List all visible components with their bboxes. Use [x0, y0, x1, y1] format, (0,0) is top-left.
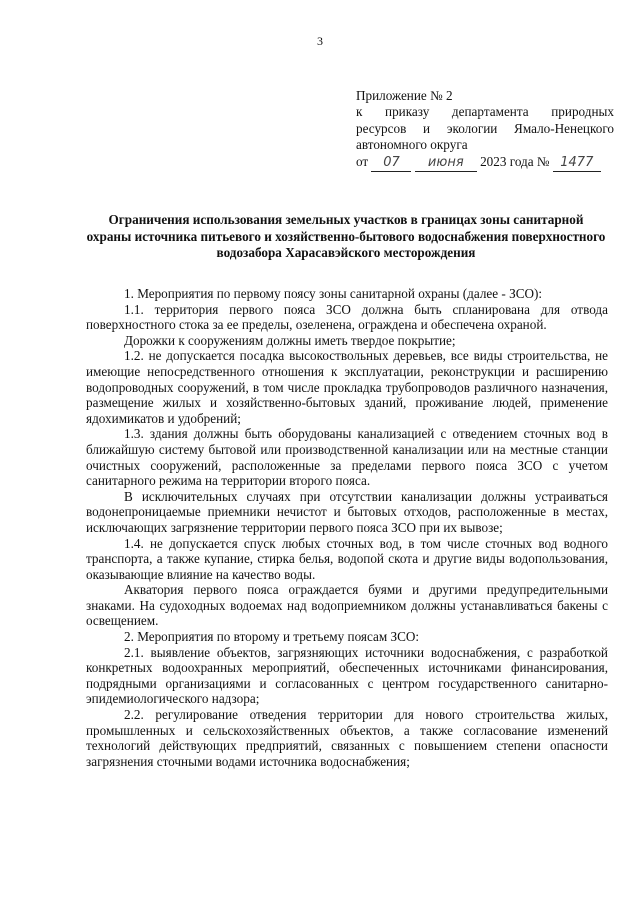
date-prefix: от	[356, 153, 369, 169]
date-day-handwritten: 07	[371, 155, 411, 172]
appendix-line-2: ресурсов и экологии Ямало-Ненецкого	[356, 120, 614, 136]
paragraph: 1.3. здания должны быть оборудованы канализацией с отведением сточных вод в ближайшую систему бытовой или производственной канализации или на местные станции очистных сооружений, расположенные за пределами первого пояса ЗСО с учетом санитарного режима на территории второго пояса.	[86, 426, 608, 489]
paragraph: 1.4. не допускается спуск любых сточных вод, в том числе сточных вод водного транспорта, а также купание, стирка белья, водопой скота и другие виды водопользования, оказывающие влияние на качество воды.	[86, 535, 608, 582]
paragraph: 1.2. не допускается посадка высокоствольных деревьев, все виды строительства, не имеющие непосредственного отношения к эксплуатации, реконструкции и расширению водопроводных сооружений, в том числе прокладка трубопроводов различного назначения, размещение жилых и хозяйственно-бытовых зданий, проживание людей, применение ядохимикатов и удобрений;	[86, 348, 608, 426]
document-body	[86, 286, 608, 769]
appendix-line-3: автономного округа	[356, 137, 468, 153]
paragraph: Дорожки к сооружениям должны иметь твердое покрытие;	[124, 332, 456, 348]
appendix-block	[356, 88, 614, 172]
appendix-line-1: к приказу департамента природных	[356, 104, 614, 120]
appendix-title: Приложение № 2	[356, 88, 453, 103]
date-year: 2023 года №	[480, 153, 550, 169]
paragraph: 2.1. выявление объектов, загрязняющих источники водоснабжения, с разработкой конкретных водоохранных мероприятий, обеспеченных источниками финансирования, подрядными организациями и согласованных с центром государственного санитарно-эпидемиологического надзора;	[86, 644, 608, 707]
paragraph: В исключительных случаях при отсутствии канализации должны устраиваться водонепроницаемые приемники нечистот и бытовых отходов, расположенные в местах, исключающих загрязнение территории первого пояса ЗСО при их вывозе;	[86, 488, 608, 535]
page-number: 3	[317, 34, 323, 48]
appendix-date-line	[356, 154, 614, 172]
order-number-handwritten: 1477	[553, 155, 601, 172]
paragraph: 2. Мероприятия по второму и третьему поясам ЗСО:	[124, 629, 420, 645]
date-month-handwritten: июня	[415, 155, 477, 172]
paragraph: 2.2. регулирование отведения территории для нового строительства жилых, промышленных и сельскохозяйственных объектов, а также согласование изменений технологий действующих предприятий, связанных с повышением степени опасности загрязнения сточными водами источника водоснабжения;	[86, 707, 608, 769]
paragraph: 1.1. территория первого пояса ЗСО должна быть спланирована для отвода поверхностного стока за ее пределы, озеленена, ограждена и обеспечена охраной.	[86, 301, 608, 333]
paragraph: Акватория первого пояса ограждается буями и другими предупредительными знаками. На судоходных водоемах над водоприемником должны устанавливаться бакены с освещением.	[86, 582, 608, 629]
document-heading: Ограничения использования земельных участков в границах зоны санитарной охраны источника питьевого и хозяйственно-бытового водоснабжения поверхностного водозабора Харасавэйского месторождения	[86, 212, 606, 261]
paragraph: 1. Мероприятия по первому поясу зоны санитарной охраны (далее - ЗСО):	[124, 286, 543, 301]
